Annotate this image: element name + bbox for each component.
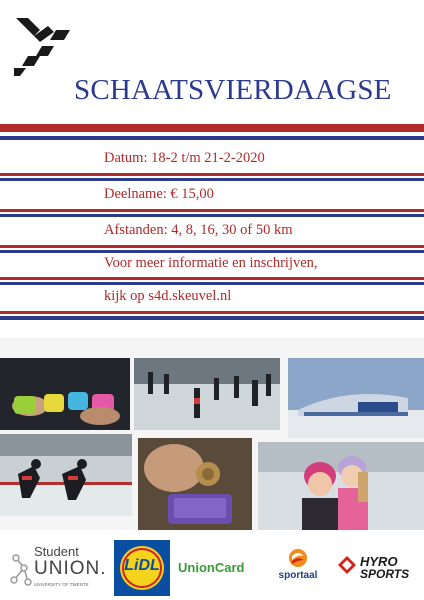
unioncard-text: UnionCard [178,560,245,575]
divider-red [0,124,424,132]
divider-red [0,277,424,280]
student-union-line2: UNION. [34,558,107,579]
kids-photo [258,442,424,530]
student-union-line1: Student [34,544,79,559]
distances-text: Afstanden: 4, 8, 16, 30 of 50 km [104,222,293,238]
divider-red [0,209,424,212]
divider-blue [0,178,424,181]
hyro-emblem-icon [338,556,356,574]
date-text: Datum: 18-2 t/m 21-2-2020 [104,150,265,166]
divider-blue [0,250,424,253]
hyro-line1: HYRO [360,554,398,569]
divider-red [0,245,424,248]
rink-skaters-photo [134,358,280,430]
divider-blue [0,136,424,140]
hyro-line2: SPORTS [360,567,410,581]
website-text: kijk op s4d.skeuvel.nl [104,288,232,304]
divider-blue [0,214,424,217]
sportaal-logo [270,548,326,592]
hyro-sports-logo [338,554,416,584]
lidl-text: LiDL [124,557,160,574]
divider-red [0,311,424,314]
divider-red [0,173,424,176]
photo-collage [0,338,424,530]
network-icon [8,552,32,588]
lidl-logo [114,540,170,596]
sportaal-text: sportaal [278,570,318,581]
student-union-line3: UNIVERSITY OF TWENTE [34,582,89,587]
sportaal-swirl-icon [288,548,308,568]
ice-skating-logo-icon [14,18,76,80]
divider-blue [0,282,424,285]
stamp-photo [138,438,252,530]
student-union-logo [8,542,106,594]
unioncard-logo [178,560,244,575]
fee-text: Deelname: € 15,00 [104,186,214,202]
ice-stadium-photo [288,358,424,438]
info-text: Voor meer informatie en inschrijven, [104,255,318,271]
lap-counters-photo [0,358,130,430]
divider-blue [0,316,424,320]
poster-title: SCHAATSVIERDAAGSE [74,74,392,106]
sponsor-logos [0,536,424,600]
speed-skaters-photo [0,434,132,516]
